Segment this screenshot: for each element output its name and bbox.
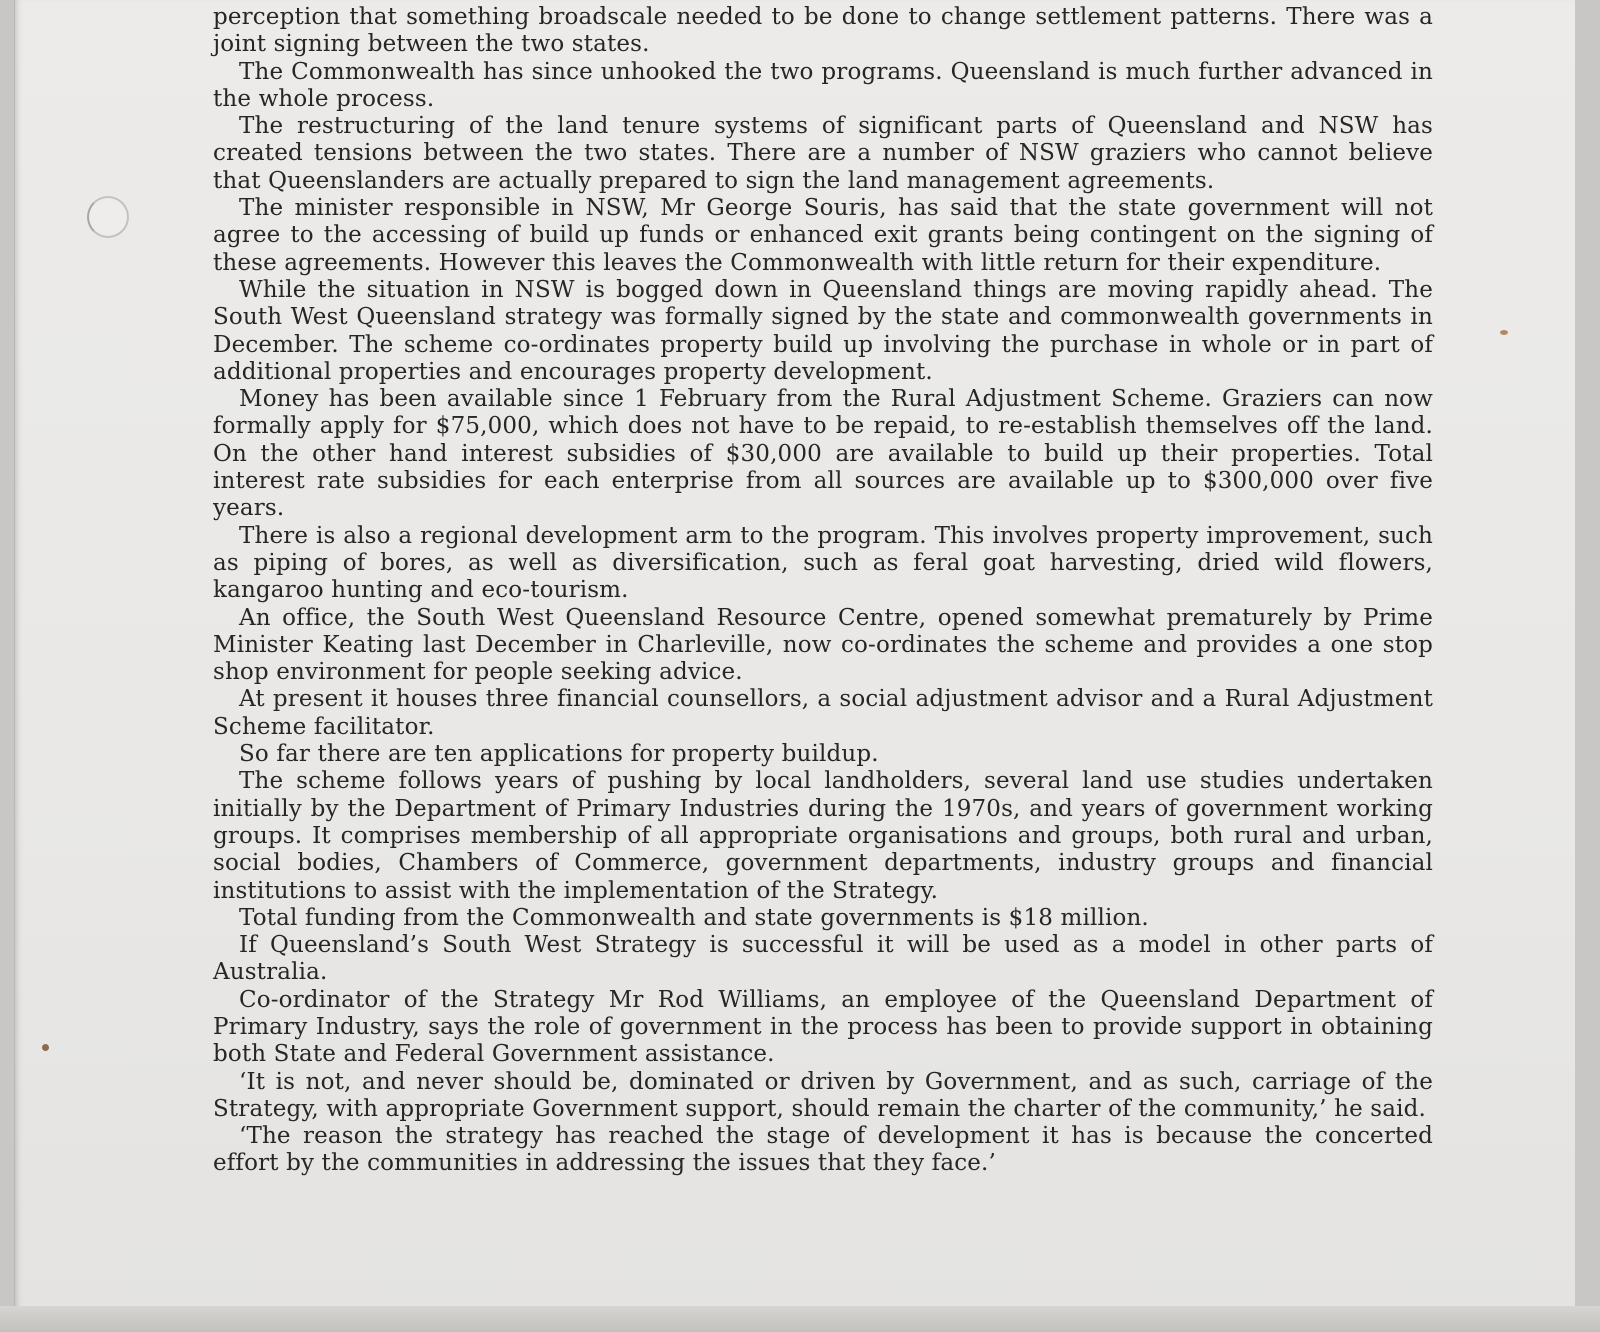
article-paragraph: perception that something broadscale needed to be done to change settlement patterns. There was a joint signing between the two states. <box>213 4 1433 58</box>
punch-hole-mark <box>87 196 129 238</box>
article-paragraph: The restructuring of the land tenure systems of significant parts of Queensland and NSW has created tensions between the two states. There are a number of NSW graziers who cannot believe that Queenslanders are actually prepared to sign the land management agreements. <box>213 113 1433 194</box>
article-paragraph: ‘It is not, and never should be, dominated or driven by Government, and as such, carriage of the Strategy, with appropriate Government support, should remain the charter of the community,’ he said. <box>213 1068 1433 1122</box>
article-paragraph: So far there are ten applications for property buildup. <box>239 741 879 768</box>
article-body <box>213 4 1433 1178</box>
article-paragraph: The minister responsible in NSW, Mr George Souris, has said that the state government will not agree to the accessing of build up funds or enhanced exit grants being contingent on the signing of these agreements. However this leaves the Commonwealth with little return for their expenditure. <box>213 195 1433 276</box>
article-paragraph: Co-ordinator of the Strategy Mr Rod Williams, an employee of the Queensland Department of Primary Industry, says the role of government in the process has been to provide support in obtaining both State and Federal Government assistance. <box>213 986 1433 1068</box>
ink-speck <box>42 1044 49 1051</box>
article-paragraph: Money has been available since 1 February from the Rural Adjustment Scheme. Graziers can now formally apply for $75,000, which does not have to be repaid, to re-establish themselves off the land. On the other hand interest subsidies of $30,000 are available to build up their properties. Total interest rate subsidies for each enterprise from all sources are available up to $300,000 over five years. <box>213 386 1433 522</box>
page-bottom-edge <box>0 1306 1600 1332</box>
article-paragraph: There is also a regional development arm to the program. This involves property improvement, such as piping of bores, as well as diversification, such as feral goat harvesting, dried wild flowers, kangaroo hunting and eco-tourism. <box>213 522 1433 604</box>
article-paragraph: ‘The reason the strategy has reached the stage of development it has is because the concerted effort by the communities in addressing the issues that they face.’ <box>213 1123 1433 1177</box>
article-paragraph: The scheme follows years of pushing by local landholders, several land use studies undertaken initially by the Department of Primary Industries during the 1970s, and years of government working groups. It comprises membership of all appropriate organisations and groups, both rural and urban, social bodies, Chambers of Commerce, government departments, industry groups and financial institutions to assist with the implementation of the Strategy. <box>213 768 1433 904</box>
scanned-page <box>14 0 1575 1318</box>
article-paragraph: While the situation in NSW is bogged down in Queensland things are moving rapidly ahead. The South West Queensland strategy was formally signed by the state and commonwealth governments in December. The scheme co-ordinates property build up involving the purchase in whole or in part of additional properties and encourages property development. <box>213 276 1433 385</box>
article-paragraph: An office, the South West Queensland Resource Centre, opened somewhat prematurely by Prime Minister Keating last December in Charleville, now co-ordinates the scheme and provides a one stop shop environment for people seeking advice. <box>213 604 1433 686</box>
article-paragraph: Total funding from the Commonwealth and state governments is $18 million. <box>239 904 1149 931</box>
article-paragraph: At present it houses three financial counsellors, a social adjustment advisor and a Rural Adjustment Scheme facilitator. <box>213 686 1433 740</box>
article-paragraph: The Commonwealth has since unhooked the two programs. Queensland is much further advanced in the whole process. <box>213 58 1433 112</box>
article-paragraph: If Queensland’s South West Strategy is successful it will be used as a model in other parts of Australia. <box>213 932 1433 986</box>
ink-speck <box>1500 330 1508 335</box>
